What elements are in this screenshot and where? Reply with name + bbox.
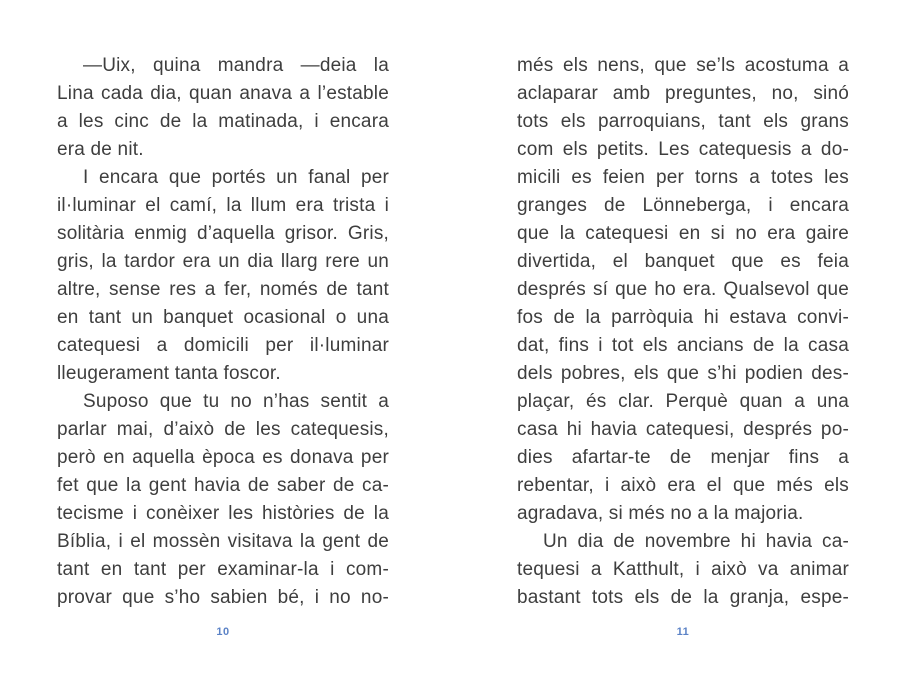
text-line: altre, sense res a fer, només de tant [57, 279, 389, 300]
text-line: parlar mai, d’això de les catequesis, [57, 419, 389, 440]
text-line: il·luminar el camí, la llum era trista i [57, 195, 389, 216]
text-line: bastant tots els de la granja, espe- [517, 587, 849, 608]
text-line: dat, fins i tot els ancians de la casa [517, 335, 849, 356]
text-line: Bíblia, i el mossèn visitava la gent de [57, 531, 389, 552]
text-line: però en aquella època es donava per [57, 447, 389, 468]
text-line: fos de la parròquia hi estava convi- [517, 307, 849, 328]
text-line: dies afartar-te de menjar fins a [517, 447, 849, 468]
text-line: lleugerament tanta foscor. [57, 363, 281, 384]
text-line: en tant un banquet ocasional o una [57, 307, 389, 328]
text-line: rebentar, i això era el que més els [517, 475, 849, 496]
text-line: era de nit. [57, 139, 144, 160]
text-line: solitària enmig d’aquella grisor. Gris, [57, 223, 389, 244]
text-line: Lina cada dia, quan anava a l’estable [57, 83, 389, 104]
text-line: tecisme i conèixer les històries de la [57, 503, 389, 524]
page-number-right: 11 [676, 626, 690, 638]
text-line: plaçar, és clar. Perquè quan a una [517, 391, 849, 412]
text-line: I encara que portés un fanal per [83, 167, 389, 188]
text-line: —Uix, quina mandra —deia la [83, 55, 389, 76]
text-line: dels pobres, els que s’hi podien des- [517, 363, 849, 384]
text-line: Un dia de novembre hi havia ca- [543, 531, 849, 552]
text-line: aclaparar amb preguntes, no, sinó [517, 83, 849, 104]
page-left [57, 52, 389, 638]
text-line: casa hi havia catequesi, després po- [517, 419, 849, 440]
text-line: com els petits. Les catequesis a do- [517, 139, 849, 160]
text-line: més els nens, que se’ls acostuma a [517, 55, 849, 76]
text-line: agradava, si més no a la majoria. [517, 503, 804, 524]
text-line: Suposo que tu no n’has sentit a [83, 391, 389, 412]
text-line: després sí que ho era. Qualsevol que [517, 279, 849, 300]
text-line: divertida, el banquet que es feia [517, 251, 849, 272]
text-line: granges de Lönneberga, i encara [517, 195, 849, 216]
text-line: catequesi a domicili per il·luminar [57, 335, 389, 356]
page-right-text [517, 52, 849, 612]
text-line: a les cinc de la matinada, i encara [57, 111, 389, 132]
text-line: tequesi a Katthult, i això va animar [517, 559, 849, 580]
text-line: provar que s’ho sabien bé, i no no- [57, 587, 389, 608]
text-line: fet que la gent havia de saber de ca- [57, 475, 389, 496]
text-line: que la catequesi en si no era gaire [517, 223, 849, 244]
text-line: gris, la tardor era un dia llarg rere un [57, 251, 389, 272]
page-right [517, 52, 849, 638]
page-number-left: 10 [216, 626, 230, 638]
page-left-text [57, 52, 389, 612]
text-line: tots els parroquians, tant els grans [517, 111, 849, 132]
text-line: micili es feien per torns a totes les [517, 167, 849, 188]
text-line: tant en tant per examinar-la i com- [57, 559, 389, 580]
